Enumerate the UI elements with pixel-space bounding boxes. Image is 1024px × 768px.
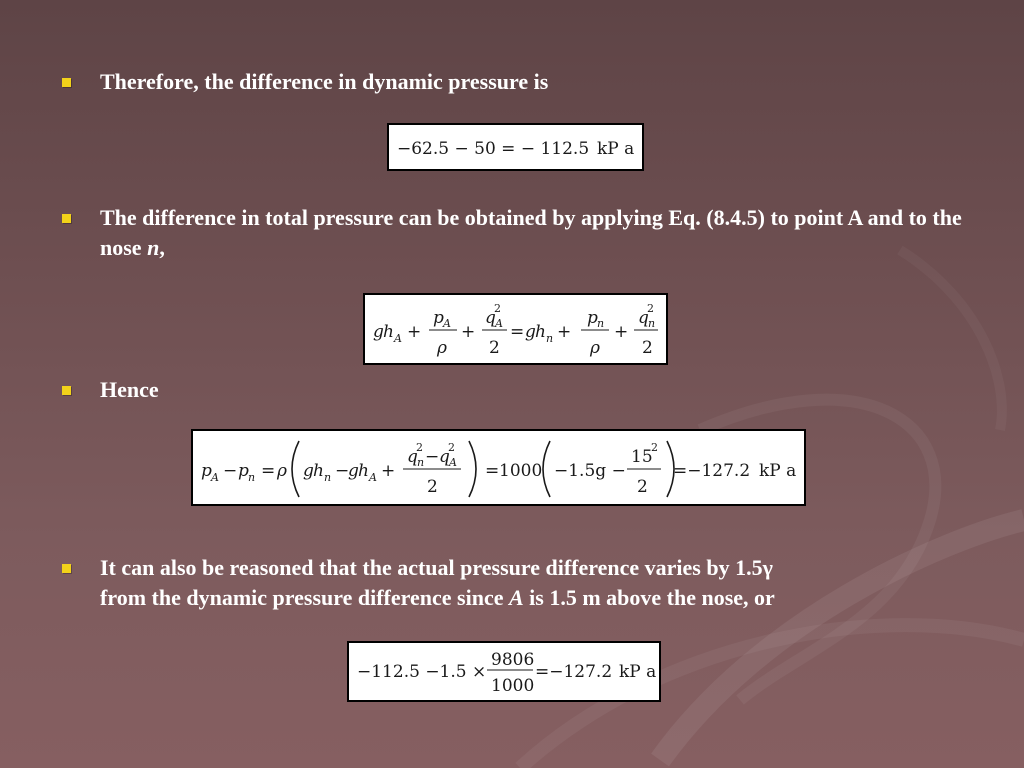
svg-text:A: A [369, 471, 377, 484]
svg-text:ρ: ρ [277, 461, 287, 481]
svg-text:A: A [495, 317, 503, 330]
svg-text:p: p [587, 308, 598, 328]
svg-text:kP a: kP a [759, 461, 797, 481]
svg-text:n: n [546, 332, 554, 345]
svg-text:q: q [638, 308, 649, 328]
svg-text:9806: 9806 [491, 650, 535, 670]
svg-text:g: g [525, 322, 536, 342]
svg-text:=: = [261, 461, 276, 481]
svg-text:2: 2 [642, 338, 653, 358]
svg-text:+: + [407, 322, 422, 342]
svg-text:p: p [238, 461, 249, 481]
svg-text:A: A [211, 471, 219, 484]
svg-text:p: p [201, 461, 212, 481]
svg-text:−: − [425, 447, 440, 467]
svg-text:h: h [383, 322, 394, 342]
svg-text:2: 2 [416, 441, 423, 454]
svg-text:h: h [313, 461, 324, 481]
svg-text:=−127.2: =−127.2 [673, 461, 751, 481]
svg-text:+: + [461, 322, 476, 342]
svg-text:1000: 1000 [491, 676, 535, 696]
svg-text:ρ: ρ [590, 338, 600, 358]
svg-text:h: h [535, 322, 546, 342]
svg-text:p: p [433, 308, 444, 328]
svg-text:kP a: kP a [619, 662, 657, 682]
svg-text:2: 2 [489, 338, 500, 358]
bullet-square-icon [62, 564, 71, 573]
svg-text:−: − [335, 461, 350, 481]
bullet-text: The difference in total pressure can be obtained by applying Eq. (8.4.5) to point A and to the nose n, [100, 205, 962, 260]
svg-text:2: 2 [651, 441, 658, 454]
equation-unit: kP a [597, 139, 635, 159]
svg-text:−: − [223, 461, 238, 481]
svg-text:n: n [248, 471, 256, 484]
svg-text:=−127.2: =−127.2 [535, 662, 613, 682]
svg-text:+: + [381, 461, 396, 481]
bullet-square-icon [62, 78, 71, 87]
svg-text:n: n [417, 456, 425, 469]
svg-text:=: = [510, 322, 525, 342]
equation-actual-pressure-difference [347, 641, 661, 702]
svg-text:2: 2 [647, 302, 654, 315]
svg-text:n: n [324, 471, 332, 484]
svg-text:q: q [485, 308, 496, 328]
svg-text:A: A [443, 317, 451, 330]
svg-text:g: g [303, 461, 314, 481]
svg-text:A: A [394, 332, 402, 345]
equation-pressure-difference-result [191, 429, 806, 506]
svg-text:=: = [485, 461, 500, 481]
equation-bernoulli-a-to-nose [363, 293, 668, 365]
equation-dynamic-pressure-difference [387, 123, 644, 171]
svg-text:A: A [449, 456, 457, 469]
svg-text:2: 2 [494, 302, 501, 315]
svg-text:1000: 1000 [499, 461, 543, 481]
svg-text:n: n [597, 317, 605, 330]
bullet-square-icon [62, 386, 71, 395]
svg-text:−112.5 −1.5 ×: −112.5 −1.5 × [357, 662, 487, 682]
svg-text:+: + [557, 322, 572, 342]
bullet-text: Therefore, the difference in dynamic pressure is [100, 69, 549, 94]
svg-text:2: 2 [448, 441, 455, 454]
equation-expression: −62.5 − 50 = − 112.5 [397, 139, 590, 159]
bullet-square-icon [62, 214, 71, 223]
svg-text:q: q [439, 447, 450, 467]
svg-text:g: g [348, 461, 359, 481]
bullet-text: Hence [100, 377, 159, 402]
svg-text:g: g [373, 322, 384, 342]
svg-text:h: h [358, 461, 369, 481]
svg-text:n: n [648, 317, 656, 330]
bullet-text: It can also be reasoned that the actual pressure difference varies by 1.5γ from the dynamic pressure difference since A is 1.5 m above the nose, or [100, 555, 775, 610]
svg-text:+: + [614, 322, 629, 342]
svg-text:15: 15 [631, 447, 653, 467]
svg-text:ρ: ρ [437, 338, 447, 358]
svg-text:2: 2 [427, 477, 438, 497]
svg-text:−1.5g −: −1.5g − [554, 461, 626, 481]
svg-text:2: 2 [637, 477, 648, 497]
svg-text:q: q [407, 447, 418, 467]
